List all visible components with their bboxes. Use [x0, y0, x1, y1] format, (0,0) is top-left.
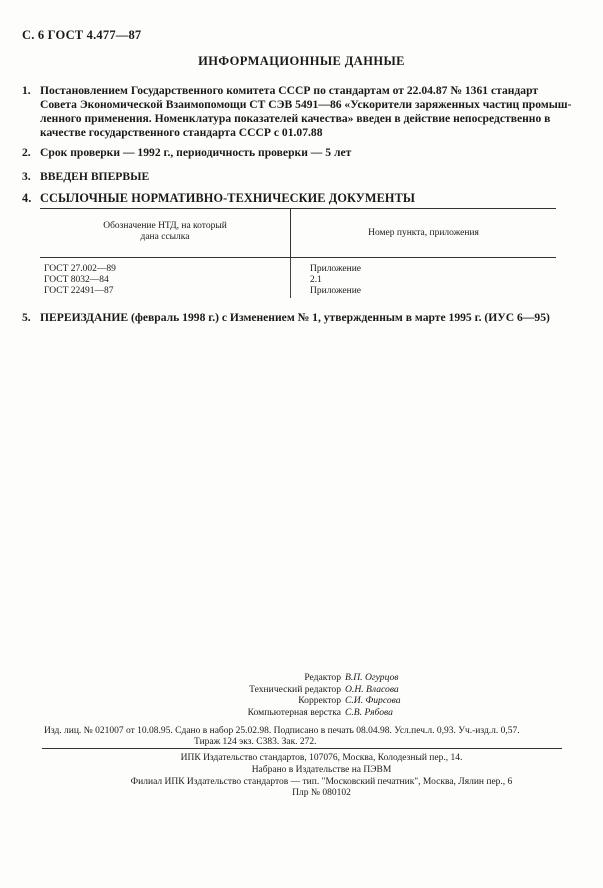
credit-row-proofreader: [0, 695, 603, 707]
publisher-line-4: Плр № 080102: [292, 788, 351, 799]
section-5: [22, 311, 550, 325]
credit-name: В.П. Огурцов: [345, 672, 399, 683]
section-1-number: 1.: [22, 84, 31, 97]
table-header-col-1-line-2: дана ссылка: [140, 232, 190, 242]
credit-row-layout: [0, 707, 603, 719]
section-3-text: ВВЕДЕН ВПЕРВЫЕ: [40, 170, 150, 183]
editorial-credits: [0, 672, 603, 718]
publisher-info: [0, 753, 603, 800]
credit-label: Технический редактор: [249, 683, 341, 695]
page-header: С. 6 ГОСТ 4.477—87: [22, 28, 142, 42]
table-header-col-1: [40, 221, 290, 243]
credit-label: Редактор: [304, 672, 341, 683]
table-row-1-ref: Приложение: [310, 264, 361, 274]
credit-label: Компьютерная верстка: [247, 706, 341, 718]
table-row-3-doc: ГОСТ 22491—87: [44, 286, 114, 296]
section-3: [22, 170, 149, 184]
publisher-line-3: Филиал ИПК Издательство стандартов — тип. "Московский печатник", Москва, Лялин пер., 6: [130, 776, 513, 787]
table-column-divider: [290, 258, 291, 298]
table-body: [40, 258, 556, 304]
imprint-line-2: Тираж 124 экз. С383. Зак. 272.: [194, 737, 317, 747]
section-2-text: Срок проверки — 1992 г., периодичность проверки — 5 лет: [40, 146, 352, 159]
table-col-references: [310, 264, 361, 297]
table-header-col-2: Номер пункта, приложения: [290, 209, 556, 257]
section-4-text: ССЫЛОЧНЫЕ НОРМАТИВНО-ТЕХНИЧЕСКИЕ ДОКУМЕНТЫ: [40, 191, 416, 205]
publisher-line-1: ИПК Издательство стандартов, 107076, Москва, Колодезный пер., 14.: [180, 753, 463, 763]
section-3-number: 3.: [22, 170, 31, 183]
section-5-number: 5.: [22, 311, 31, 324]
credit-name: С.В. Рябова: [345, 706, 393, 718]
table-row-2-doc: ГОСТ 8032—84: [44, 275, 109, 285]
section-2: [22, 146, 351, 160]
publisher-line-2: Набрано в Издательстве на ПЭВМ: [251, 764, 392, 775]
section-1-line-3: ленного применения. Номенклатура показателей качества» введен в действие непосредственно в: [40, 112, 551, 125]
credit-row-tech-editor: [0, 684, 603, 696]
section-2-number: 2.: [22, 146, 31, 159]
table-header: [40, 208, 556, 258]
section-1-line-2: Совета Экономической Взаимопомощи СТ СЭВ 5491—86 «Ускорители заряженных частиц промыш-: [40, 98, 572, 111]
section-4-number: 4.: [22, 191, 32, 205]
table-col-documents: [44, 264, 116, 297]
imprint-info: [44, 726, 564, 748]
credit-name: С.И. Фирсова: [345, 695, 401, 706]
table-header-col-1-line-1: Обозначение НТД, на который: [103, 221, 227, 231]
credit-name: О.Н. Власова: [345, 683, 399, 695]
table-row-1-doc: ГОСТ 27.002—89: [44, 264, 116, 274]
credit-label: Корректор: [298, 695, 341, 706]
section-4: [22, 191, 415, 205]
divider: [42, 748, 562, 749]
section-1-line-4: качестве государственного стандарта СССР с 01.07.88: [40, 126, 323, 139]
section-1: [22, 84, 582, 140]
reference-documents-table: [40, 208, 556, 304]
imprint-line-1: Изд. лиц. № 021007 от 10.08.95. Сдано в набор 25.02.98. Подписано в печать 08.04.98. Усл.печ.л. 0,93. Уч.-изд.л. 0,57.: [44, 726, 520, 736]
table-row-3-ref: Приложение: [310, 286, 361, 296]
document-title: ИНФОРМАЦИОННЫЕ ДАННЫЕ: [198, 54, 405, 68]
table-row-2-ref: 2.1: [310, 275, 322, 285]
section-1-line-1: Постановлением Государственного комитета СССР по стандартам от 22.04.87 № 1361 стандарт: [40, 84, 539, 97]
credit-row-editor: [0, 672, 603, 684]
section-5-text: ПЕРЕИЗДАНИЕ (февраль 1998 г.) с Изменением № 1, утвержденным в марте 1995 г. (ИУС 6—95): [40, 311, 550, 324]
